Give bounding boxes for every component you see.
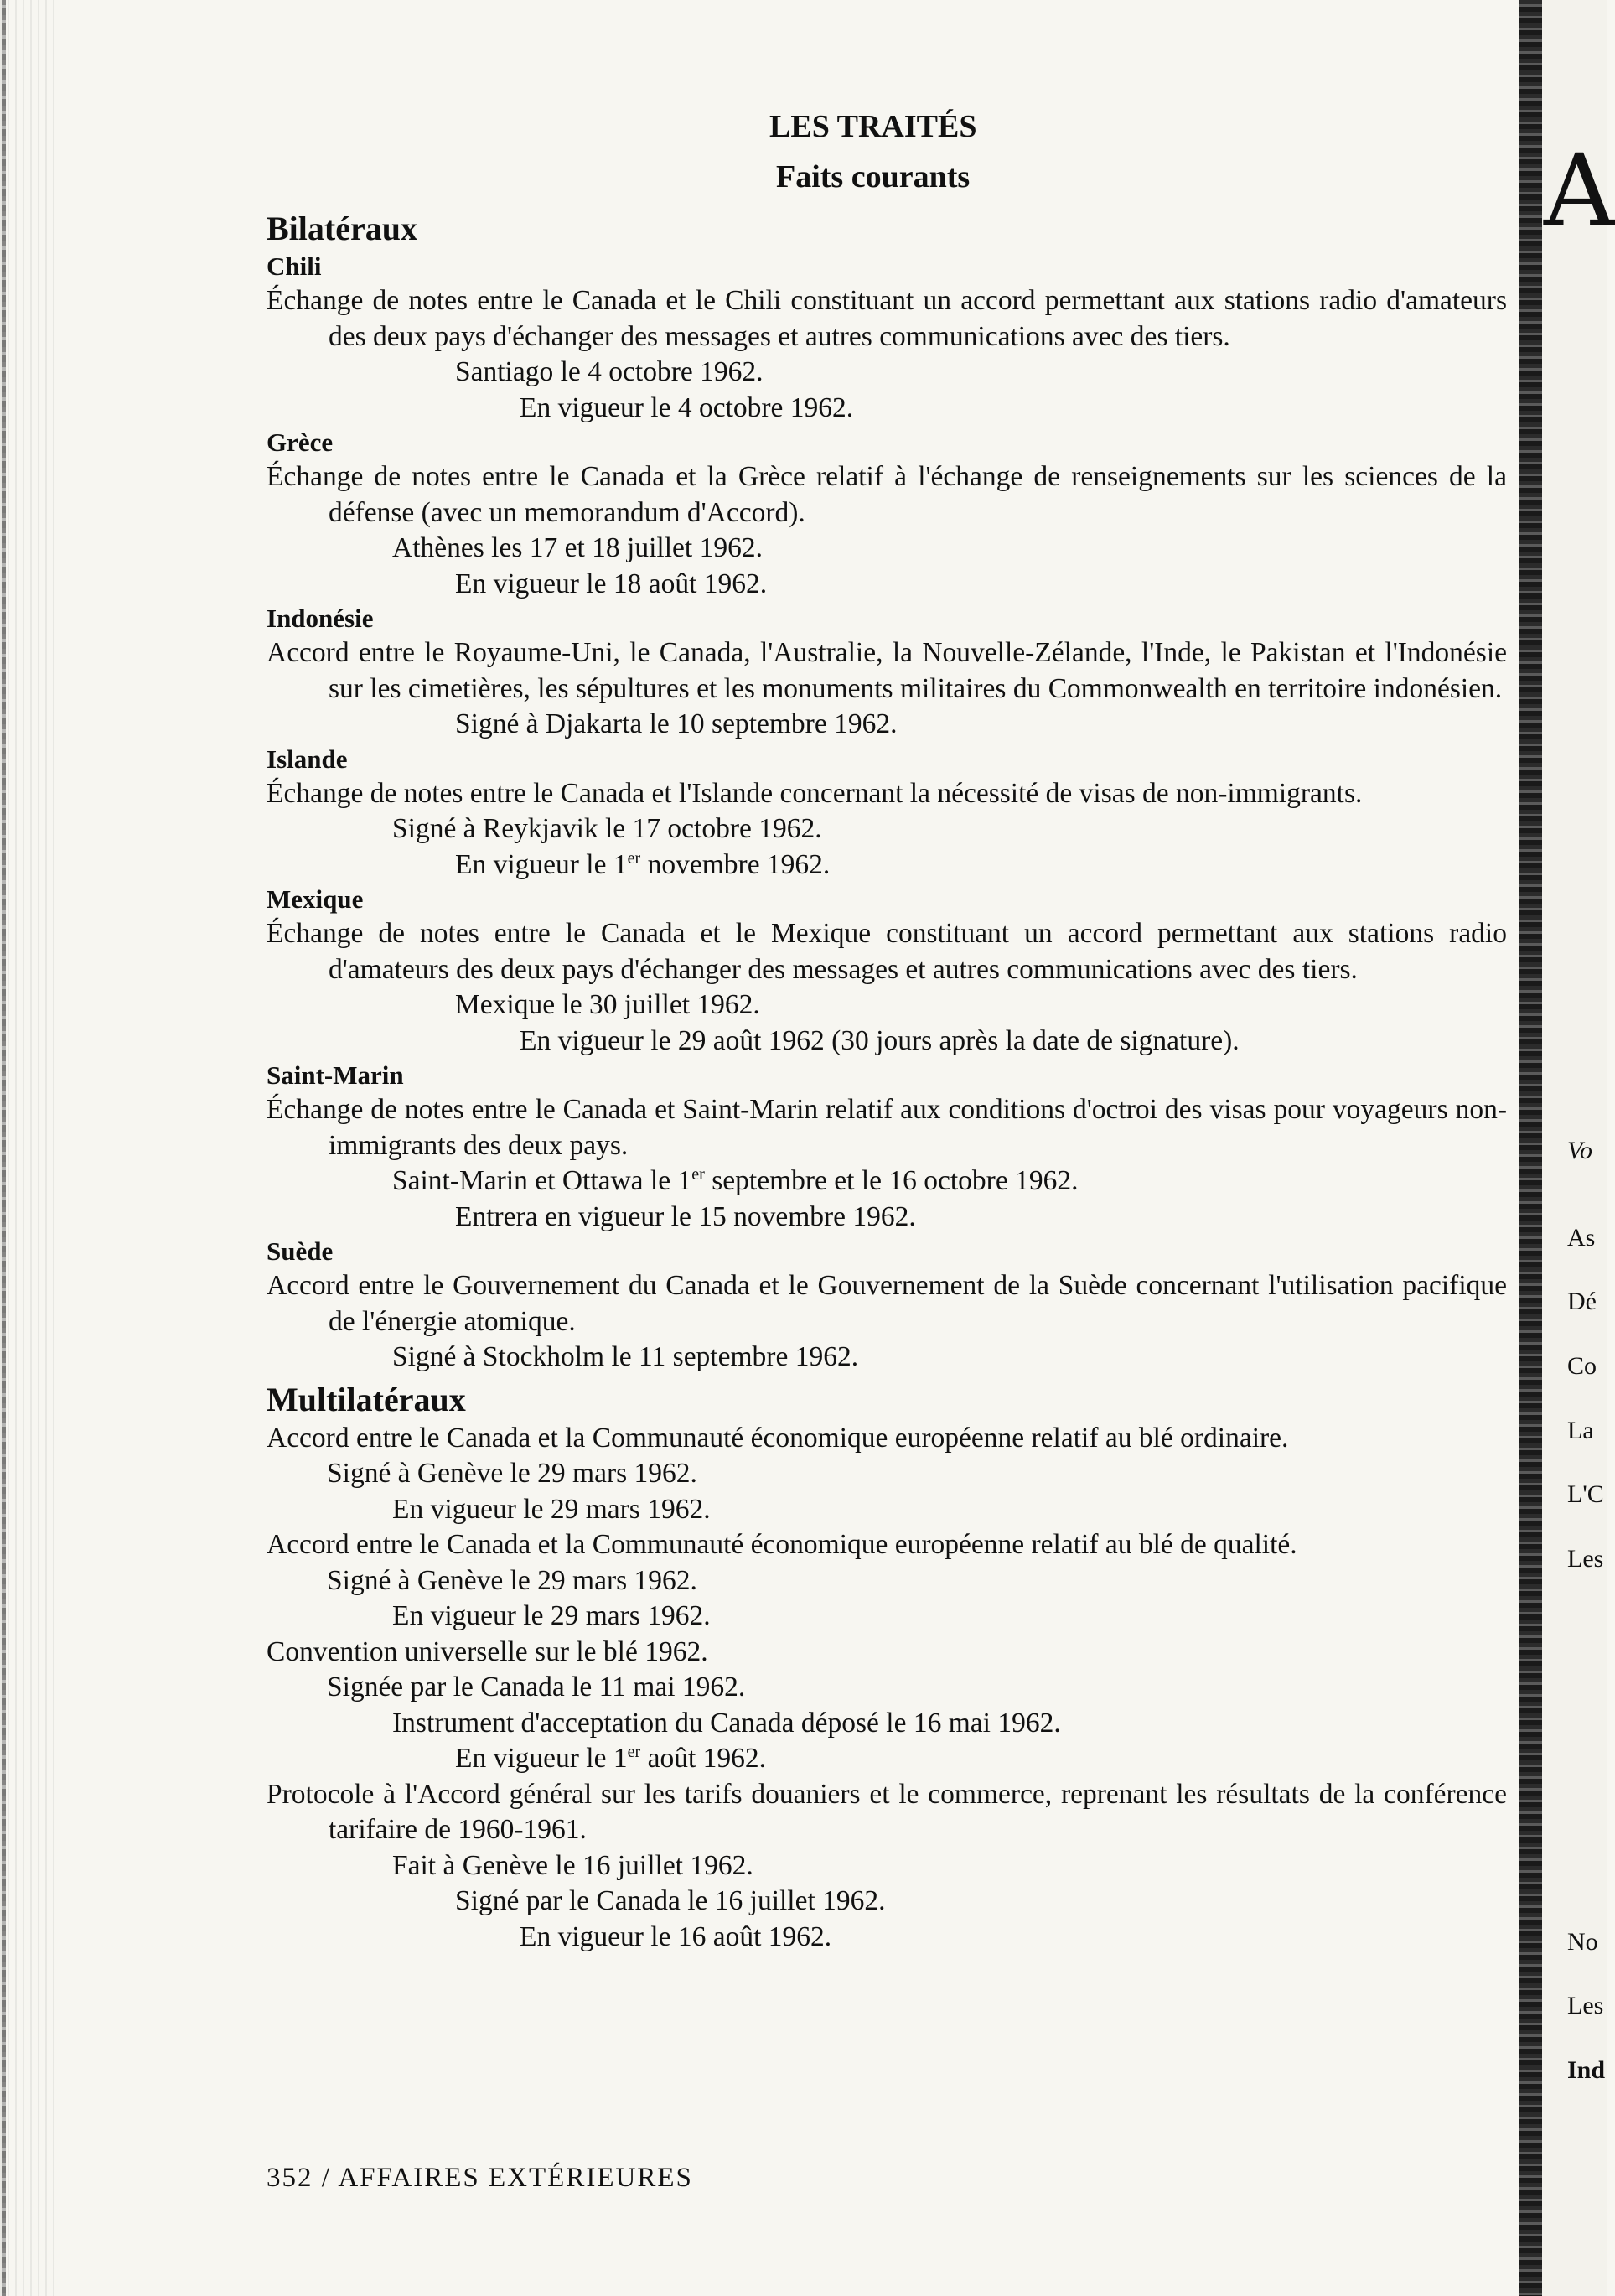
- treaty-place-chili: Santiago le 4 octobre 1962.: [455, 356, 764, 387]
- treaty-place-saint-marin: Saint-Marin et Ottawa le 1er septembre et le 16 octobre 1962.: [392, 1164, 1079, 1196]
- adjacent-page-big-letter: A: [1544, 132, 1615, 248]
- treaty-force-ble-ordinaire: En vigueur le 29 mars 1962.: [392, 1493, 711, 1525]
- country-heading-saint-marin: Saint-Marin: [267, 1060, 404, 1090]
- treaty-signed-islande: Signé à Reykjavik le 17 octobre 1962.: [392, 813, 822, 844]
- adjacent-page-fragment: L'C: [1567, 1480, 1604, 1508]
- treaty-force-chili: En vigueur le 4 octobre 1962.: [520, 391, 854, 423]
- country-heading-grece: Grèce: [267, 428, 334, 457]
- section-heading-bilateral: Bilatéraux: [267, 210, 417, 247]
- treaty-signed-ble-qualite: Signé à Genève le 29 mars 1962.: [327, 1564, 697, 1596]
- treaty-text-convention-ble: Convention universelle sur le blé 1962.: [267, 1635, 708, 1667]
- treaty-signed-suede: Signé à Stockholm le 11 septembre 1962.: [392, 1341, 859, 1372]
- treaty-force-saint-marin: Entrera en vigueur le 15 novembre 1962.: [455, 1200, 916, 1232]
- treaty-text-grece: Échange de notes entre le Canada et la Grèce relatif à l'échange de renseignements sur les sciences de la défense (avec un memorandum d'Accord).: [267, 461, 1507, 528]
- treaty-force-islande: En vigueur le 1er novembre 1962.: [455, 848, 831, 880]
- country-heading-chili: Chili: [267, 251, 322, 281]
- adjacent-page-fragment: No: [1567, 1928, 1598, 1956]
- treaties-content: [267, 205, 1507, 1955]
- country-heading-islande: Islande: [267, 744, 348, 774]
- treaty-signed-protocole: Signé par le Canada le 16 juillet 1962.: [455, 1885, 886, 1916]
- treaty-text-indonesie: Accord entre le Royaume-Uni, le Canada, l'Australie, la Nouvelle-Zélande, l'Inde, le Pakistan et l'Indonésie sur les cimetières, les sépultures et les monuments militaires du Commonwealth en territoire indonésien.: [267, 637, 1507, 704]
- page-gutter: [1519, 0, 1542, 2296]
- treaty-force-grece: En vigueur le 18 août 1962.: [455, 568, 768, 599]
- treaty-text-mexique: Échange de notes entre le Canada et le Mexique constituant un accord permettant aux stations radio d'amateurs des deux pays d'échanger des messages et autres communications avec des tiers.: [267, 918, 1507, 985]
- treaty-made-protocole: Fait à Genève le 16 juillet 1962.: [392, 1849, 753, 1881]
- page-footer: 352 / AFFAIRES EXTÉRIEURES: [267, 2163, 693, 2193]
- treaty-text-islande: Échange de notes entre le Canada et l'Islande concernant la nécessité de visas de non-immigrants.: [267, 777, 1363, 809]
- adjacent-page-fragment: Les: [1567, 1992, 1604, 2019]
- treaty-force-ble-qualite: En vigueur le 29 mars 1962.: [392, 1600, 711, 1631]
- treaty-text-suede: Accord entre le Gouvernement du Canada et le Gouvernement de la Suède concernant l'utilisation pacifique de l'énergie atomique.: [267, 1270, 1507, 1337]
- treaty-force-protocole: En vigueur le 16 août 1962.: [520, 1920, 832, 1952]
- treaty-signed-indonesie: Signé à Djakarta le 10 septembre 1962.: [455, 708, 898, 739]
- country-heading-indonesie: Indonésie: [267, 604, 374, 633]
- country-heading-mexique: Mexique: [267, 884, 364, 914]
- treaty-signed-convention-ble: Signée par le Canada le 11 mai 1962.: [327, 1671, 746, 1703]
- adjacent-page-fragment: La: [1567, 1417, 1594, 1444]
- country-heading-suede: Suède: [267, 1236, 334, 1266]
- section-heading-multilateral: Multilatéraux: [267, 1380, 466, 1418]
- adjacent-page-edge: [1542, 0, 1615, 2296]
- adjacent-page-fragment: As: [1567, 1224, 1596, 1252]
- treaty-signed-ble-ordinaire: Signé à Genève le 29 mars 1962.: [327, 1458, 697, 1489]
- treaty-text-saint-marin: Échange de notes entre le Canada et Saint-Marin relatif aux conditions d'octroi des visas pour voyageurs non-immigrants des deux pays.: [267, 1094, 1507, 1161]
- adjacent-page-fragment: Co: [1567, 1352, 1597, 1380]
- treaty-instrument-convention-ble: Instrument d'acceptation du Canada déposé le 16 mai 1962.: [392, 1707, 1061, 1739]
- left-binding-edge: [0, 0, 60, 2296]
- adjacent-page-fragment: Ind: [1567, 2056, 1606, 2084]
- treaty-force-mexique: En vigueur le 29 août 1962 (30 jours après la date de signature).: [520, 1024, 1240, 1056]
- adjacent-page-fragment: Les: [1567, 1545, 1604, 1573]
- treaty-place-grece: Athènes les 17 et 18 juillet 1962.: [392, 532, 763, 563]
- treaty-text-chili: Échange de notes entre le Canada et le Chili constituant un accord permettant aux stations radio d'amateurs des deux pays d'échanger des messages et autres communications avec des tiers.: [267, 285, 1507, 352]
- adjacent-page-fragment: Vo: [1567, 1137, 1592, 1164]
- treaty-text-ble-ordinaire: Accord entre le Canada et la Communauté économique européenne relatif au blé ordinaire.: [267, 1422, 1289, 1454]
- treaty-place-mexique: Mexique le 30 juillet 1962.: [455, 989, 760, 1020]
- adjacent-page-fragment: Dé: [1567, 1288, 1597, 1315]
- treaty-text-ble-qualite: Accord entre le Canada et la Communauté économique européenne relatif au blé de qualité.: [267, 1529, 1297, 1560]
- treaty-text-protocole: Protocole à l'Accord général sur les tarifs douaniers et le commerce, reprenant les résultats de la conférence tarifaire de 1960-1961.: [267, 1778, 1507, 1845]
- page-subtitle: Faits courants: [776, 159, 971, 194]
- page-title: LES TRAITÉS: [769, 109, 977, 144]
- treaty-force-convention-ble: En vigueur le 1er août 1962.: [455, 1742, 767, 1774]
